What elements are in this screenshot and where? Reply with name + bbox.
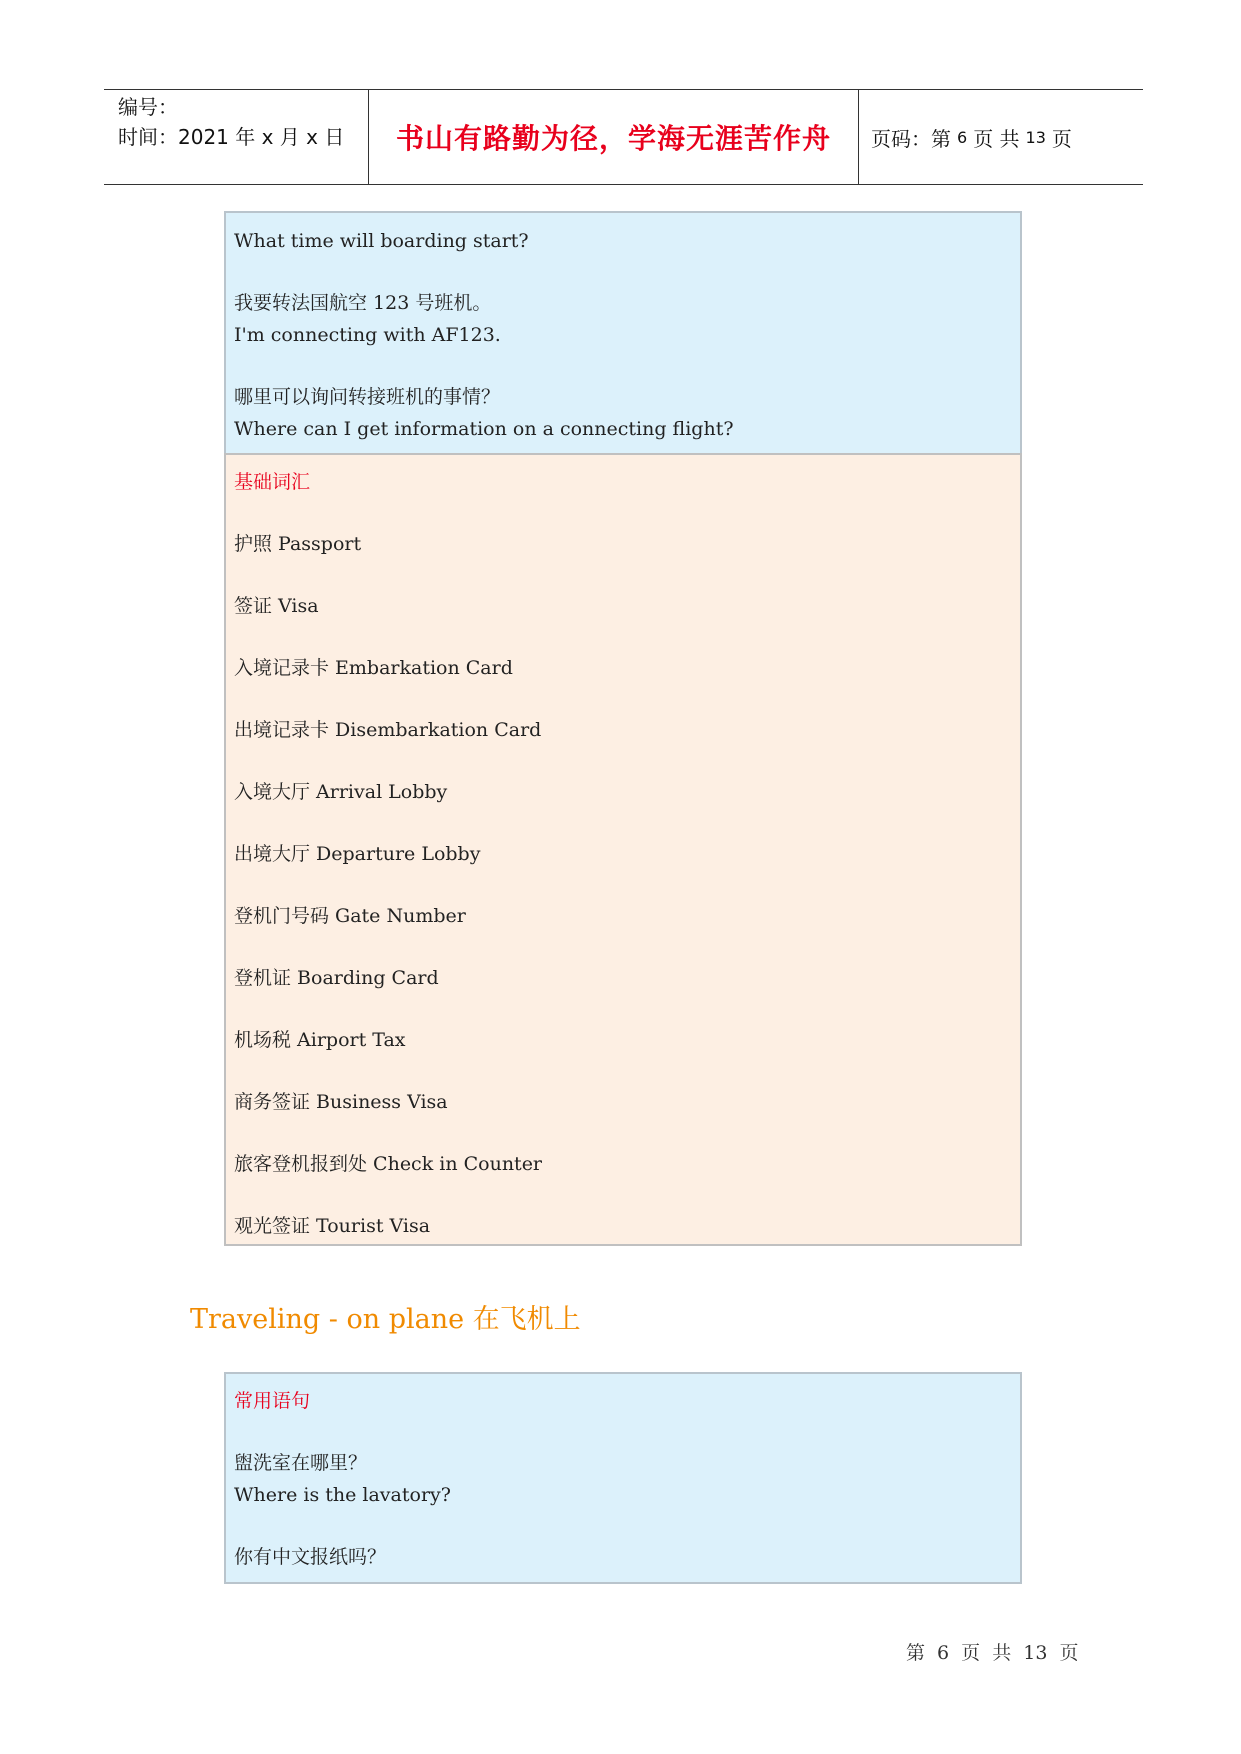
vocabulary-item: 商务签证 Business Visa (234, 1091, 448, 1113)
phrase-line: 我要转法国航空 123 号班机。 (234, 292, 492, 314)
phrase-line: What time will boarding start? (234, 230, 529, 252)
vocabulary-item: 入境大厅 Arrival Lobby (234, 781, 448, 803)
header-motto: 书山有路勤为径，学海无涯苦作舟 (369, 90, 859, 184)
phrase-line: Where is the lavatory? (234, 1484, 451, 1506)
phrase-line: 哪里可以询问转接班机的事情？ (234, 386, 501, 408)
plane-phrases-box (224, 1372, 1022, 1584)
phrase-line: I'm connecting with AF123. (234, 324, 501, 346)
vocabulary-item: 出境大厅 Departure Lobby (234, 843, 481, 865)
vocabulary-item: 出境记录卡 Disembarkation Card (234, 719, 542, 741)
page-current: 6 (957, 127, 968, 147)
vocabulary-item: 护照 Passport (234, 533, 362, 555)
phrase-line: 盥洗室在哪里？ (234, 1452, 368, 1474)
vocabulary-item: 登机证 Boarding Card (234, 967, 439, 989)
vocabulary-item: 观光签证 Tourist Visa (234, 1215, 431, 1237)
section-title: Traveling - on plane 在飞机上 (190, 1304, 581, 1335)
vocabulary-item: 机场税 Airport Tax (234, 1029, 406, 1051)
vocabulary-item: 旅客登机报到处 Check in Counter (234, 1153, 543, 1175)
phrase-line: 你有中文报纸吗？ (234, 1546, 387, 1568)
phrases-box (224, 211, 1022, 455)
phrase-line: Where can I get information on a connecting flight? (234, 418, 734, 440)
page-total: 13 (1025, 127, 1046, 147)
page-prefix: 页码：第 (871, 126, 951, 151)
vocabulary-item: 签证 Visa (234, 595, 319, 617)
header-page-number (859, 90, 1143, 184)
plane-phrases-heading: 常用语句 (234, 1390, 311, 1412)
time-label: 时间：2021 年 x 月 x 日 (118, 125, 345, 149)
page-footer: 第 6 页 共 13 页 (906, 1642, 1079, 1664)
serial-label: 编号： (118, 95, 178, 119)
vocabulary-item: 登机门号码 Gate Number (234, 905, 466, 927)
page-suffix: 页 (1051, 126, 1072, 151)
vocabulary-heading: 基础词汇 (234, 471, 311, 493)
vocabulary-box (224, 453, 1022, 1246)
page-mid: 页 共 (973, 126, 1020, 151)
header-meta (104, 90, 369, 184)
page-header (104, 89, 1143, 185)
vocabulary-item: 入境记录卡 Embarkation Card (234, 657, 513, 679)
